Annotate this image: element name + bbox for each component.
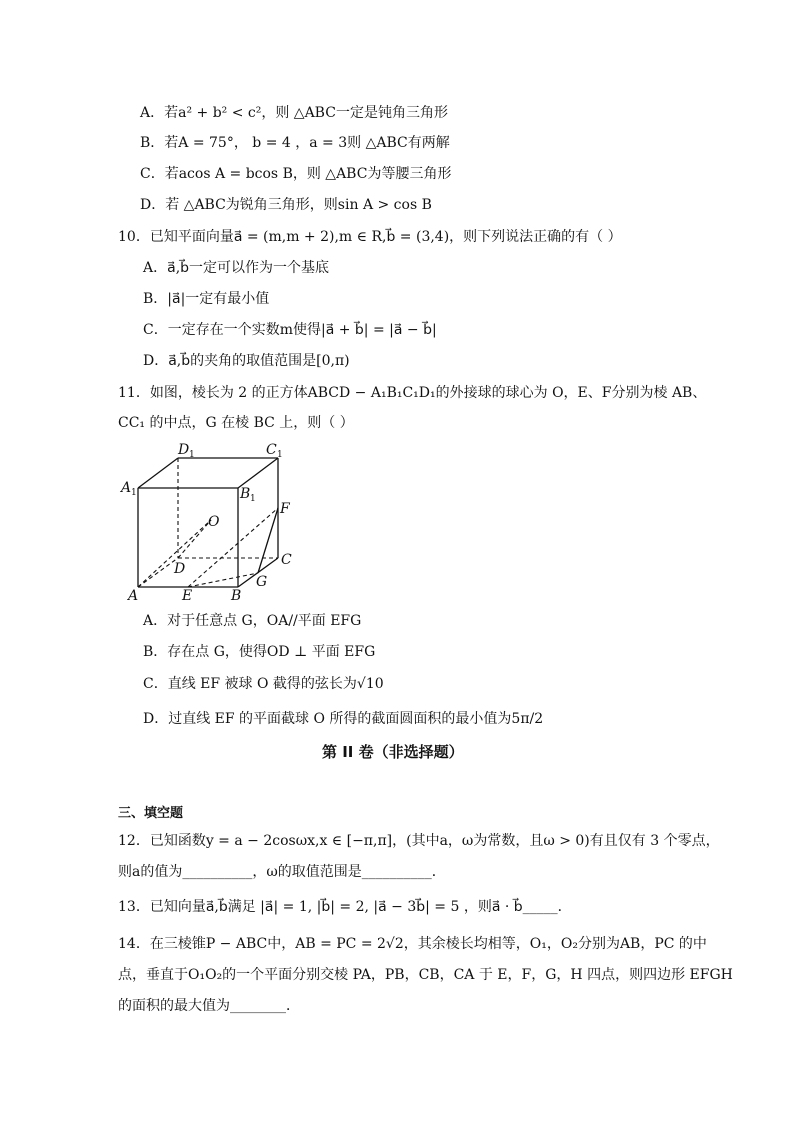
q13-line: 13．已知向量a⃗,b⃗满足 |a⃗| = 1, |b⃗| = 2, |a⃗ − 3b⃗| = 5 ，则a⃗ · b⃗_____．: [118, 899, 572, 915]
q9-option-a: A．若a² + b² < c²，则 △ABC一定是钝角三角形: [140, 105, 448, 121]
label-C: C: [281, 552, 292, 568]
cube-figure: [116, 440, 306, 605]
q14-line1: 14．在三棱锥P − ABC中，AB = PC = 2√2，其余棱长均相等，O₁，O₂分别为AB，PC 的中: [118, 936, 707, 952]
part2-title: 第 II 卷（非选择题）: [322, 743, 464, 761]
label-A: A: [128, 588, 139, 604]
q11-option-d: D．过直线 EF 的平面截球 O 所得的截面圆面积的最小值为5π/2: [143, 711, 544, 727]
label-B: B: [231, 588, 242, 604]
q9-option-b: B．若A = 75°， b = 4 ，a = 3则 △ABC有两解: [140, 135, 450, 151]
label-A1-sub: 1: [131, 488, 137, 498]
q11-option-b: B．存在点 G，使得OD ⊥ 平面 EFG: [143, 644, 376, 660]
q11-option-a: A．对于任意点 G，OA//平面 EFG: [143, 613, 362, 629]
q9-option-d: D．若 △ABC为锐角三角形，则sin A > cos B: [140, 197, 432, 213]
q10-option-a: A．a⃗,b⃗一定可以作为一个基底: [143, 260, 330, 276]
q12-line1: 12．已知函数y = a − 2cosωx,x ∈ [−π,π]，(其中a，ω为常数，且ω > 0)有且仅有 3 个零点，: [118, 833, 720, 849]
section3-title: 三、填空题: [118, 806, 184, 821]
q10-option-c: C．一定存在一个实数m使得|a⃗ + b⃗| = |a⃗ − b⃗|: [143, 322, 437, 338]
label-D1: D: [178, 442, 190, 458]
label-D: D: [174, 561, 186, 577]
label-B1-sub: 1: [250, 494, 256, 504]
q10-stem: 10．已知平面向量a⃗ = (m,m + 2),m ∈ R,b⃗ = (3,4)，则下列说法正确的有（ ）: [118, 229, 622, 245]
label-O: O: [208, 514, 220, 530]
q11-stem-line2: CC₁ 的中点，G 在棱 BC 上，则（ ）: [118, 415, 354, 431]
label-E: E: [182, 588, 193, 604]
label-C1: C: [266, 442, 277, 458]
q10-option-b: B．|a⃗|一定有最小值: [143, 291, 270, 307]
q11-option-c: C．直线 EF 被球 O 截得的弦长为√10: [143, 676, 384, 692]
label-B1: B: [240, 486, 251, 502]
q10-option-d: D．a⃗,b⃗的夹角的取值范围是[0,π): [143, 353, 350, 369]
label-A1: A: [121, 480, 132, 496]
q11-stem-line1: 11．如图，棱长为 2 的正方体ABCD − A₁B₁C₁D₁的外接球的球心为 O，E、F分别为棱 AB、: [118, 385, 707, 401]
q14-line3: 的面积的最大值为________．: [118, 998, 300, 1014]
label-D1-sub: 1: [189, 450, 195, 460]
label-F: F: [280, 501, 290, 517]
q9-option-c: C．若acos A = bcos B，则 △ABC为等腰三角形: [140, 166, 452, 182]
label-G: G: [256, 574, 268, 590]
q14-line2: 点，垂直于O₁O₂的一个平面分别交棱 PA，PB，CB，CA 于 E，F，G，H 四点，则四边形 EFGH: [118, 967, 733, 983]
label-C1-sub: 1: [277, 450, 283, 460]
q12-line2: 则a的值为__________，ω的取值范围是__________．: [118, 864, 446, 880]
